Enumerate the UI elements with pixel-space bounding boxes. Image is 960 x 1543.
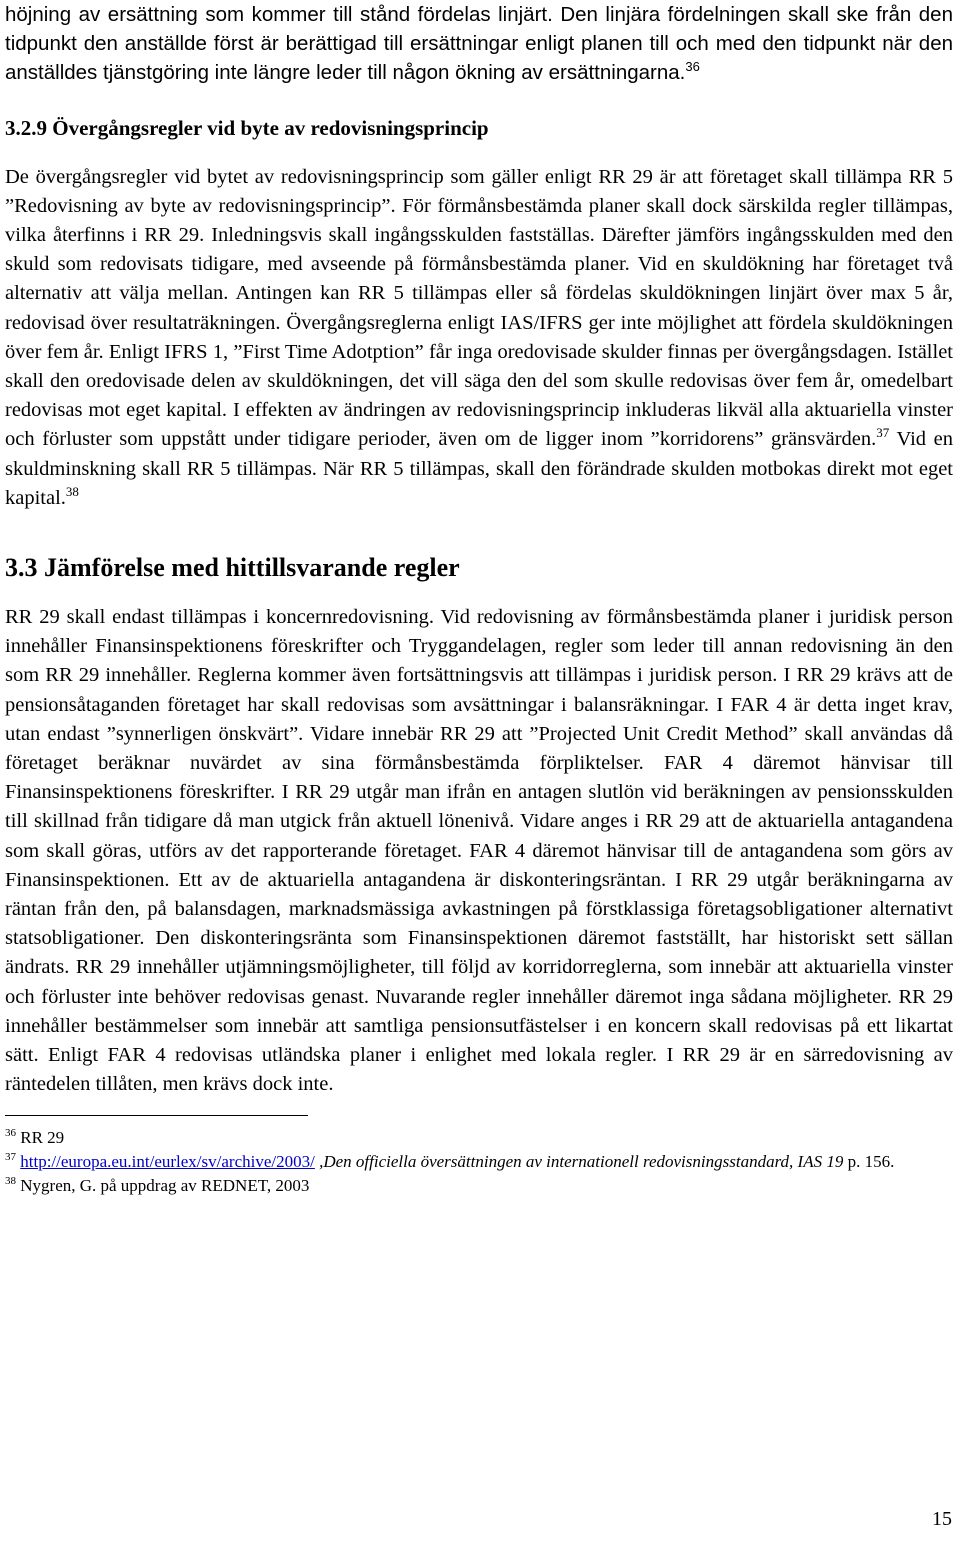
footnote-ref-36[interactable]: 36 (685, 59, 700, 75)
footnote-link[interactable]: http://europa.eu.int/eurlex/sv/archive/2003/ (20, 1151, 315, 1171)
footnote-num: 38 (5, 1174, 16, 1187)
footnote-text: Nygren, G. på uppdrag av REDNET, 2003 (16, 1175, 310, 1195)
footnote-tail: p. 156. (843, 1151, 895, 1171)
top-paragraph-text: höjning av ersättning som kommer till stånd fördelas linjärt. Den linjära fördelningen skall ske från den tidpunkt den anställde först är berättigad till ersättningar enligt planen till och med den tidpunkt när den anställdes tjänstgöring inte längre leder till någon ökning av ersättningarna. (5, 3, 953, 85)
section-3-2-9-body (5, 163, 953, 513)
footnote-divider (5, 1115, 308, 1116)
section-heading-3-2-9: 3.2.9 Övergångsregler vid byte av redovisningsprincip (5, 115, 489, 140)
section-heading-3-3: 3.3 Jämförelse med hittillsvarande regler (5, 553, 460, 583)
footnote-ref-38[interactable]: 38 (65, 483, 79, 499)
page-number: 15 (932, 1508, 952, 1530)
document-page (5, 0, 953, 1198)
footnote-ref-37[interactable]: 37 (876, 425, 890, 441)
footnote-num: 37 (5, 1150, 16, 1163)
section-3-3-body: RR 29 skall endast tillämpas i koncernredovisning. Vid redovisning av förmånsbestämda planer i juridisk person innehåller Finansinspektionens föreskrifter och Tryggandelagen, regler som leder till annan redovisning än den som RR 29 innehåller. Reglerna kommer även fortsättningsvis att tillämpas i juridisk person. I RR 29 krävs att de pensionsåtaganden företaget har skall redovisas som avsättningar i balansräkningar. I FAR 4 är detta inget krav, utan endast ”synnerligen önskvärt”. Vidare innebär RR 29 att ”Projected Unit Credit Method” skall användas då företaget beräknar nuvärdet av sina förmånsbestämda förpliktelser. FAR 4 däremot hänvisar till Finansinspektionens föreskrifter. I RR 29 utgår man ifrån en antagen slutlön vid beräkningen av pensionsskulden till skillnad från tidigare då man utgick från aktuell lönenivå. Vidare anges i RR 29 att de aktuariella antagandena som skall göras, utförs av det rapporterande företaget. FAR 4 däremot hänvisar till de antagandena som görs av Finansinspektionen. Ett av de aktuariella antagandena är diskonteringsräntan. I RR 29 utgår beräkningarna av räntan från den, på balansdagen, marknadsmässiga avkastningen på förstklassiga företagsobligationer alternativt statsobligationer. Den diskonteringsränta som Finansinspektionen däremot fastställt, har historiskt sett sällan ändrats. RR 29 innehåller utjämningsmöjligheter, till följd av korridorreglerna, som innebär att aktuariella vinster och förluster inte behöver redovisas genast. Nuvarande regler innehåller däremot inga sådana möjligheter. RR 29 innehåller bestämmelser som innebär att samtliga pensionsutfästelser i en koncern skall redovisas på ett likartat sätt. Enligt FAR 4 redovisas utländska planer i enlighet med lokala regler. I RR 29 är en särredovisning av räntedelen tillåten, men krävs dock inte. (5, 606, 953, 1096)
top-paragraph (5, 0, 953, 88)
footnote-37 (5, 1150, 953, 1174)
footnote-38 (5, 1174, 953, 1198)
footnote-36 (5, 1126, 953, 1150)
footnote-citation: ,Den officiella översättningen av internationell redovisningsstandard, IAS 19 (314, 1151, 844, 1171)
footnote-text: RR 29 (16, 1127, 65, 1147)
section-3-2-9-text-a: De övergångsregler vid bytet av redovisningsprincip som gäller enligt RR 29 är att företaget skall tillämpa RR 5 ”Redovisning av byte av redovisningsprincip”. För förmånsbestämda planer skall dock särskilda regler tillämpas, vilka återfinns i RR 29. Inledningsvis skall ingångsskulden fastställas. Därefter jämförs ingångsskulden med den skuld som redovisats tidigare, med avseende på förmånsbestämda planer. Vid en skuldökning har företaget två alternativ att välja mellan. Antingen kan RR 5 tillämpas eller så fördelas skuldökningen linjärt över max 5 år, redovisad över resultaträkningen. Övergångsreglerna enligt IAS/IFRS ger inte möjlighet att fördela skuldökningen över fem år. Enligt IFRS 1, ”First Time Adotption” får inga oredovisade skulder finnas per övergångsdagen. Istället skall den oredovisade delen av skuldökningen, det vill säga den del som skulle redovisas över fem år, omedelbart redovisas mot eget kapital. I effekten av ändringen av redovisningsprincip inkluderas likväl alla aktuariella vinster och förluster som uppstått under tidigare perioder, även om de ligger inom ”korridorens” gränsvärden. (5, 165, 953, 451)
section-3-2-9-text-b: Vid en skuldminskning skall RR 5 tillämpas. När RR 5 tillämpas, skall den förändrade skulden motbokas direkt mot eget kapital. (5, 428, 953, 509)
footnote-num: 36 (5, 1126, 16, 1139)
